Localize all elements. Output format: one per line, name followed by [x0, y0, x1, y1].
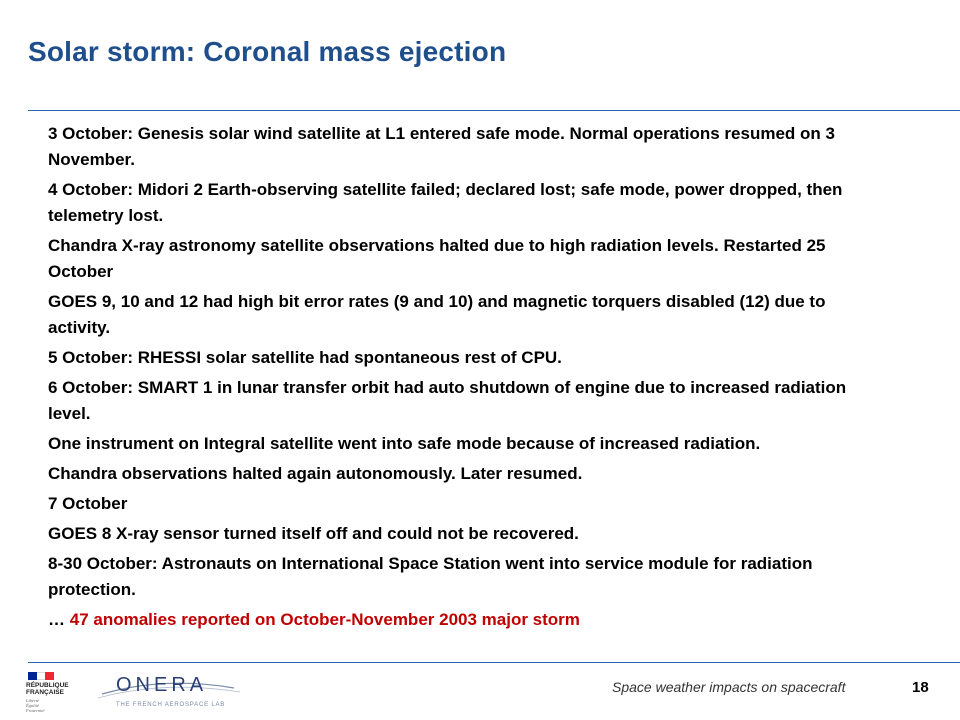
republique-francaise-logo [22, 672, 82, 716]
footer-caption: Space weather impacts on spacecraft [612, 679, 846, 695]
motto-line-3: Fraternité [26, 708, 45, 713]
paragraph-10 [48, 521, 888, 547]
paragraph-label: 7 October [48, 494, 128, 513]
top-divider [28, 110, 960, 111]
paragraph-label: 4 October [48, 180, 128, 199]
anomaly-summary [48, 607, 888, 633]
summary-prefix: … [48, 610, 70, 629]
republique-line-1: RÉPUBLIQUE [26, 682, 69, 689]
paragraph-text: RHESSI solar satellite had spontaneous rest of CPU. [133, 348, 562, 367]
onera-tagline: THE FRENCH AEROSPACE LAB [116, 702, 226, 708]
paragraph-11 [48, 551, 888, 603]
republique-text [26, 682, 69, 696]
motto-line-1: Liberté [26, 698, 39, 703]
paragraph-text: SMART 1 in lunar transfer orbit had auto shutdown of engine due to increased radiation level. [48, 378, 847, 423]
bottom-divider [28, 662, 960, 663]
paragraph-text: : Midori 2 Earth-observing satellite failed; declared lost; safe mode, power dropped, then telemetry lost. [48, 180, 843, 225]
page-number: 18 [912, 679, 929, 696]
republique-motto [26, 698, 45, 713]
onera-logo [84, 666, 244, 714]
paragraph-label: 3 October: [48, 124, 134, 143]
paragraph-label: 8-30 October: [48, 554, 158, 573]
paragraph-3 [48, 233, 888, 285]
paragraph-4 [48, 289, 888, 341]
summary-highlight: 47 anomalies reported on October-November 2003 major storm [69, 610, 580, 629]
paragraph-text: Chandra observations halted again autonomously. Later resumed. [48, 464, 583, 483]
paragraph-text: Chandra X-ray astronomy satellite observations halted due to high radiation levels. Restarted 25 October [48, 236, 826, 281]
paragraph-9 [48, 491, 888, 517]
paragraph-text: GOES 8 X-ray sensor turned itself off and could not be recovered. [48, 524, 579, 543]
french-flag-icon [28, 672, 54, 680]
paragraph-text: One instrument on Integral satellite went into safe mode because of increased radiation. [48, 434, 761, 453]
paragraph-2 [48, 177, 888, 229]
paragraph-8 [48, 461, 888, 487]
paragraph-text: GOES 9, 10 and 12 had high bit error rates (9 and 10) and magnetic torquers disabled (12) due to activity. [48, 292, 826, 337]
slide-title: Solar storm: Coronal mass ejection [28, 36, 507, 67]
republique-line-2: FRANÇAISE [26, 689, 64, 696]
paragraph-label: 5 October: [48, 348, 134, 367]
paragraph-6 [48, 375, 888, 427]
paragraph-7 [48, 431, 888, 457]
paragraph-5 [48, 345, 888, 371]
paragraph-label: 6 October: [48, 378, 134, 397]
paragraph-text: Genesis solar wind satellite at L1 entered safe mode. Normal operations resumed on 3 November. [48, 124, 835, 169]
slide-body [48, 121, 888, 637]
onera-wordmark: ONERA [116, 674, 208, 696]
motto-line-2: Égalité [26, 703, 39, 708]
paragraph-1 [48, 121, 888, 173]
paragraph-text: Astronauts on International Space Station went into service module for radiation protection. [48, 554, 813, 599]
